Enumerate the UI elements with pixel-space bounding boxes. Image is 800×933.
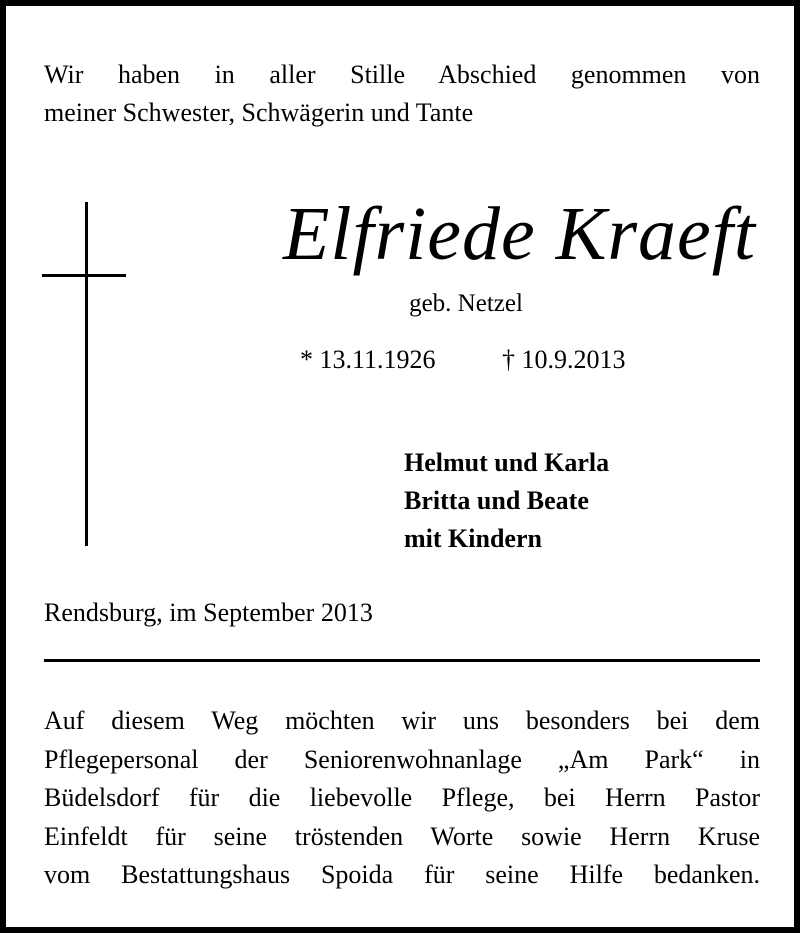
- thanks-line: Einfeldt für seine tröstenden Worte sowie Herrn Kruse: [44, 821, 760, 851]
- intro-line-1: Wir haben in aller Stille Abschied genommen von: [44, 60, 760, 89]
- deceased-name: Elfriede Kraeft: [282, 192, 756, 276]
- mourner-line: Britta und Beate: [404, 486, 589, 515]
- cross-horizontal-bar: [42, 274, 126, 277]
- birth-date: * 13.11.1926: [300, 345, 436, 374]
- thanks-line: Büdelsdorf für die liebevolle Pflege, bei Herrn Pastor: [44, 783, 760, 812]
- place-and-date: Rendsburg, im September 2013: [44, 598, 373, 627]
- thanks-text: [44, 702, 760, 895]
- cross-vertical-bar: [85, 202, 88, 546]
- thanks-line: vom Bestattungshaus Spoida für seine Hilfe bedanken.: [44, 860, 760, 889]
- intro-text: [44, 56, 760, 132]
- divider-line: [44, 659, 760, 662]
- mourner-line: Helmut und Karla: [404, 448, 610, 477]
- intro-line-2: meiner Schwester, Schwägerin und Tante: [44, 98, 474, 127]
- death-date: † 10.9.2013: [502, 345, 626, 374]
- maiden-name: geb. Netzel: [409, 290, 523, 317]
- thanks-line: Auf diesem Weg möchten wir uns besonders bei dem: [44, 706, 760, 735]
- mourner-line: mit Kindern: [404, 524, 542, 553]
- thanks-line: Pflegepersonal der Seniorenwohnanlage „Am Park“ in: [44, 744, 760, 774]
- mourners-list: [404, 444, 744, 558]
